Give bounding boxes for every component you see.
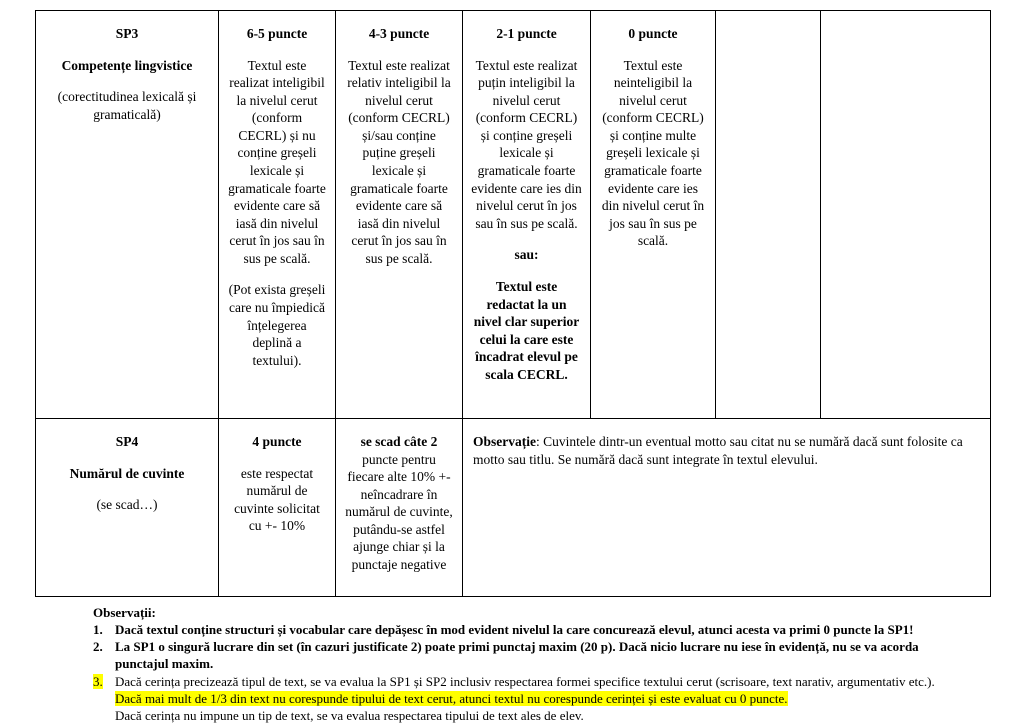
sp3-row — [36, 11, 991, 419]
sp3-code: SP3 — [115, 26, 139, 41]
note-text-highlighted: Dacă mai mult de 1/3 din text nu corespunde tipului de text cerut, atunci textul nu corespunde cerinței și este evaluat cu 0 puncte. — [115, 690, 788, 706]
sp4-row — [36, 419, 991, 597]
observations-section — [93, 604, 962, 724]
note-text — [115, 673, 962, 707]
band-title: 2-1 puncte — [496, 26, 557, 41]
sp4-name: Numărul de cuvinte — [69, 465, 185, 481]
band-body: Textul este realizat puțin inteligibil la nivelul cerut (conform CECRL) și conține greșeli lexicale și gramaticale foarte evidente care ies din nivelul cerut în jos sau în sus pe scală. — [471, 57, 582, 231]
sp4-code: SP4 — [115, 434, 139, 449]
band-title: 4-3 puncte — [368, 26, 430, 41]
band-body: puncte pentru fiecare alte 10% +- neîncadrare în numărul de cuvinte, putându-se astfel ajunge chiar și la punctaje negative — [345, 451, 453, 572]
sp3-note: (corectitudinea lexicală și gramaticală) — [57, 89, 197, 122]
sp4-criterion-cell — [36, 419, 219, 597]
sp4-note: (se scad…) — [96, 497, 158, 513]
band-title: se scad câte 2 — [360, 434, 438, 449]
observation-label: Observație — [473, 434, 536, 449]
sp3-empty-cell-2 — [821, 11, 991, 419]
note-text: La SP1 o singură lucrare din set (în cazuri justificate 2) poate primi punctaj maxim (20 p). Dacă nicio lucrare nu iese în evidență, nu se va acorda punctajul maxim. — [115, 639, 919, 672]
band-body: este respectat numărul de cuvinte solicitat cu +- 10% — [234, 465, 320, 534]
sp4-observation-cell — [463, 419, 991, 597]
sp3-band-2-1-cell — [463, 11, 591, 419]
band-body: Textul este realizat relativ inteligibil la nivelul cerut (conform CECRL) și/sau conține puține greșeli lexicale și gramaticale foarte evidente care să iasă din nivelul cerut în jos sau în sus pe scală. — [347, 57, 451, 266]
sp4-band-4-cell — [219, 419, 336, 597]
note-number: 1. — [93, 622, 103, 638]
band-body: Textul este realizat inteligibil la nivelul cerut (conform CECRL) și nu conține greșeli lexicale și gramaticale foarte evidente care să iasă din nivelul cerut în jos sau în sus pe scală. — [228, 57, 326, 266]
note-text: Dacă cerința nu impune un tip de text, se va evalua respectarea tipului de text ales de elev. — [115, 707, 584, 723]
sp3-name: Competențe lingvistice — [61, 57, 193, 73]
observations-title: Observații: — [93, 605, 156, 620]
note-item-3 — [93, 673, 962, 707]
band-note: (Pot exista greșeli care nu împiedică înțelegerea deplină a textului). — [228, 282, 326, 368]
band-alt: Textul este redactat la un nivel clar superior celui la care este încadrat elevul pe scala CECRL. — [473, 279, 580, 382]
sp3-criterion-cell — [36, 11, 219, 419]
band-title: 6-5 puncte — [246, 26, 308, 41]
band-sau: sau: — [514, 247, 539, 263]
sp3-band-0-cell — [591, 11, 716, 419]
sp3-band-4-3-cell — [336, 11, 463, 419]
band-body: Textul este neinteligibil la nivelul cerut (conform CECRL) și conține multe greșeli lexicale și gramaticale foarte evidente care ies din nivelul cerut în jos sau în sus pe scală. — [601, 57, 705, 249]
note-text-plain: Dacă cerința precizează tipul de text, se va evalua la SP1 și SP2 inclusiv respectarea formei specifice textului cerut (scrisoare, text narativ, argumentativ etc.). — [115, 673, 935, 689]
band-title: 0 puncte — [628, 26, 678, 41]
note-number-empty — [93, 707, 115, 724]
sp3-empty-cell-1 — [716, 11, 821, 419]
note-number — [93, 673, 115, 707]
sp4-band-scad-cell — [336, 419, 463, 597]
note-number: 2. — [93, 639, 103, 655]
observation-text: : Cuvintele dintr-un eventual motto sau citat nu se numără dacă sunt folosite ca motto sau titlu. Se numără dacă sunt integrate în textul elevului. — [473, 434, 963, 467]
note-item-4 — [93, 707, 962, 724]
band-title: 4 puncte — [252, 434, 302, 449]
note-item-1 — [93, 621, 962, 638]
note-text: Dacă textul conține structuri și vocabular care depășesc în mod evident nivelul la care concurează elevul, atunci acesta va primi 0 puncte la SP1! — [115, 622, 914, 638]
note-item-2 — [93, 638, 962, 672]
sp3-band-6-5-cell — [219, 11, 336, 419]
observation-paragraph — [473, 433, 980, 468]
rubric-table — [35, 10, 991, 597]
note-number-highlight: 3. — [93, 673, 103, 689]
